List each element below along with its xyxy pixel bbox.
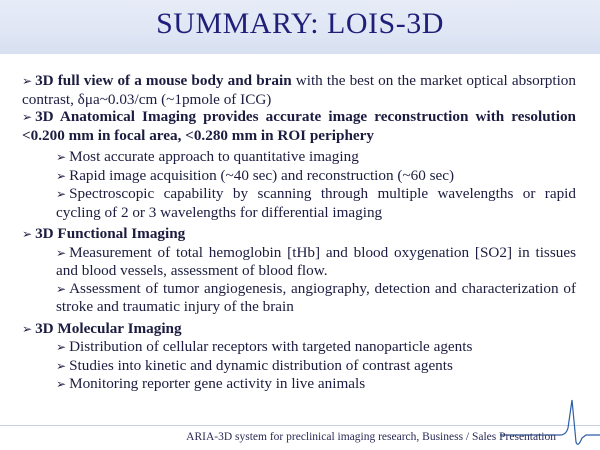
sub-bullet-item (56, 185, 576, 221)
bullet-item (22, 72, 576, 108)
sub-bullet-item (56, 167, 576, 186)
arrow-bullet-icon: ➢ (56, 150, 67, 164)
arrow-bullet-icon: ➢ (56, 245, 67, 260)
arrow-bullet-icon: ➢ (22, 227, 33, 241)
arrow-bullet-icon: ➢ (56, 168, 67, 183)
sub-bullet-item (56, 244, 576, 280)
title-band (0, 0, 600, 54)
sub-bullet-item (56, 375, 576, 394)
arrow-bullet-icon: ➢ (22, 110, 33, 124)
bullet-text: with the best on the market optical absorption contrast, δμa~0.03/cm (~1pmole of ICG) (22, 72, 576, 108)
bullet-text: Studies into kinetic and dynamic distribution of contrast agents (69, 356, 453, 374)
bullet-text: Distribution of cellular receptors with targeted nanoparticle agents (69, 338, 473, 355)
arrow-bullet-icon: ➢ (22, 74, 33, 88)
slide-title: SUMMARY: LOIS-3D (156, 7, 444, 40)
bullet-text: Measurement of total hemoglobin [tHb] and blood oxygenation [SO2] in tissues and blood vessels, assessment of blood flow. (56, 243, 576, 279)
bullet-lead-text: 3D Anatomical Imaging provides accurate image reconstruction with resolution <0.200 mm in focal area, <0.280 mm in ROI periphery (22, 108, 576, 144)
arrow-bullet-icon: ➢ (56, 281, 67, 296)
sub-bullet-item (56, 357, 576, 376)
bullet-text: Spectroscopic capability by scanning through multiple wavelengths or rapid cycling of 2 or 3 wavelengths for differential imaging (56, 185, 576, 221)
bullet-item (22, 320, 576, 339)
bullet-text: Assessment of tumor angiogenesis, angiography, detection and characterization of stroke and traumatic injury of the brain (56, 279, 576, 315)
arrow-bullet-icon: ➢ (56, 358, 67, 373)
sub-bullet-item (56, 338, 576, 357)
bullet-item (22, 108, 576, 144)
bullet-text: Rapid image acquisition (~40 sec) and reconstruction (~60 sec) (69, 166, 455, 184)
bullet-text: Most accurate approach to quantitative imaging (69, 148, 359, 165)
bullet-lead-text: 3D Molecular Imaging (35, 319, 182, 337)
arrow-bullet-icon: ➢ (22, 321, 33, 336)
arrow-bullet-icon: ➢ (56, 340, 67, 354)
bullet-item (22, 225, 576, 244)
sub-bullet-item (56, 148, 576, 167)
summary-bullet-list (22, 72, 576, 394)
bullet-lead-text: 3D full view of a mouse body and brain (35, 72, 292, 89)
arrow-bullet-icon: ➢ (56, 377, 67, 391)
sub-bullet-item (56, 280, 576, 316)
bullet-text: Monitoring reporter gene activity in live animals (69, 375, 366, 392)
arrow-bullet-icon: ➢ (56, 187, 67, 201)
bullet-lead-text: 3D Functional Imaging (35, 225, 186, 242)
footer-caption: ARIA-3D system for preclinical imaging research, Business / Sales Presentation (186, 431, 556, 443)
